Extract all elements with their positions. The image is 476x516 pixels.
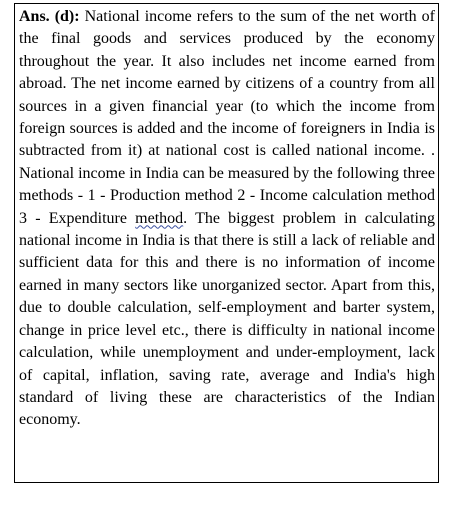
answer-text-part1: National income refers to the sum of the net worth of the final goods and services produced by the economy throughout the year. It also includes net income earned from abroad. The net income earned by citizens of a country from all sources in a given financial year (to which the income from foreign sources is added and the income of foreigners in India is subtracted from it) at national cost is called national income. . National income in India can be measured by the following three methods - 1 - Production method 2 - Income calculation method 3 - Expenditure xyxy=(19,8,436,227)
answer-label: Ans. (d): xyxy=(19,8,80,25)
answer-text-part2: . The biggest problem in calculating national income in India is that there is still a lack of reliable and sufficient data for this and there is no information of income earned in many sectors like unorganized sector. Apart from this, due to double calculation, self-employment and barter system, change in price level etc., there is difficulty in national income calculation, while unemployment and under-employment, lack of capital, inflation, saving rate, average and India's high standard of living these are characteristics of the Indian economy. xyxy=(19,209,435,429)
answer-box xyxy=(14,3,439,483)
spellcheck-word: method xyxy=(135,209,184,227)
